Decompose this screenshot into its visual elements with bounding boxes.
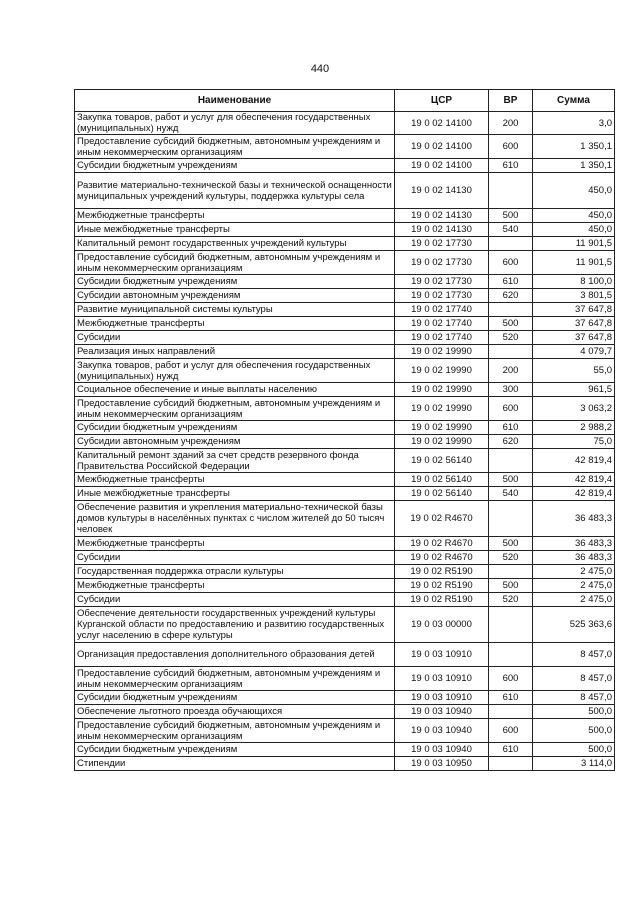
cell-name: Иные межбюджетные трансферты [75,223,395,237]
cell-sum: 36 483,3 [533,551,615,565]
cell-vr: 620 [489,289,533,303]
table-row [75,705,615,719]
cell-vr: 600 [489,251,533,275]
cell-name: Капитальный ремонт зданий за счет средств резервного фонда Правительства Российской Федерации [75,449,395,473]
table-row [75,275,615,289]
cell-code: 19 0 02 14130 [395,223,489,237]
cell-sum: 3 114,0 [533,757,615,771]
table-row [75,487,615,501]
cell-sum: 55,0 [533,359,615,383]
cell-code: 19 0 02 17730 [395,289,489,303]
cell-vr: 300 [489,383,533,397]
cell-name: Субсидии бюджетным учреждениям [75,691,395,705]
cell-vr: 520 [489,331,533,345]
table-row [75,383,615,397]
cell-sum: 42 819,4 [533,449,615,473]
cell-vr: 500 [489,537,533,551]
cell-vr: 600 [489,135,533,159]
cell-vr: 520 [489,551,533,565]
cell-code: 19 0 02 19990 [395,397,489,421]
cell-sum: 36 483,3 [533,501,615,537]
cell-sum: 8 457,0 [533,667,615,691]
cell-sum: 450,0 [533,209,615,223]
cell-code: 19 0 02 17740 [395,331,489,345]
budget-table [74,89,615,771]
cell-vr: 610 [489,691,533,705]
cell-code: 19 0 02 R5190 [395,565,489,579]
cell-vr: 500 [489,209,533,223]
table-row [75,209,615,223]
cell-vr [489,173,533,209]
cell-vr: 610 [489,421,533,435]
cell-name: Развитие муниципальной системы культуры [75,303,395,317]
cell-sum: 3 063,2 [533,397,615,421]
cell-code: 19 0 02 R5190 [395,579,489,593]
cell-sum: 3 801,5 [533,289,615,303]
cell-sum: 8 457,0 [533,643,615,667]
cell-sum: 8 457,0 [533,691,615,705]
cell-name: Развитие материально-технической базы и технической оснащенности муниципальных учреждений культуры, поддержка культуры села [75,173,395,209]
cell-name: Субсидии автономным учреждениям [75,435,395,449]
cell-name: Межбюджетные трансферты [75,537,395,551]
table-row [75,317,615,331]
cell-code: 19 0 02 14130 [395,209,489,223]
cell-code: 19 0 03 10940 [395,743,489,757]
table-row [75,537,615,551]
cell-name: Капитальный ремонт государственных учреждений культуры [75,237,395,251]
cell-code: 19 0 02 17740 [395,303,489,317]
header-code: ЦСР [395,90,489,112]
cell-code: 19 0 02 19990 [395,435,489,449]
cell-sum: 36 483,3 [533,537,615,551]
cell-code: 19 0 03 10910 [395,643,489,667]
page-number: 440 [310,63,330,75]
table-row [75,565,615,579]
cell-sum: 500,0 [533,719,615,743]
table-row [75,135,615,159]
cell-vr [489,237,533,251]
cell-sum: 8 100,0 [533,275,615,289]
cell-name: Субсидии бюджетным учреждениям [75,743,395,757]
cell-sum: 42 819,4 [533,473,615,487]
table-row [75,251,615,275]
cell-vr: 610 [489,275,533,289]
cell-vr: 200 [489,359,533,383]
table-row [75,643,615,667]
cell-name: Предоставление субсидий бюджетным, автономным учреждениям и иным некоммерческим организациям [75,397,395,421]
table-row [75,743,615,757]
cell-sum: 961,5 [533,383,615,397]
cell-name: Субсидии [75,593,395,607]
cell-sum: 450,0 [533,223,615,237]
cell-vr [489,303,533,317]
cell-sum: 3,0 [533,112,615,135]
cell-vr [489,757,533,771]
table-row [75,719,615,743]
cell-vr: 500 [489,317,533,331]
cell-name: Закупка товаров, работ и услуг для обеспечения государственных (муниципальных) нужд [75,359,395,383]
cell-name: Социальное обеспечение и иные выплаты населению [75,383,395,397]
cell-sum: 450,0 [533,173,615,209]
cell-sum: 525 363,6 [533,607,615,643]
cell-name: Субсидии автономным учреждениям [75,289,395,303]
cell-name: Обеспечение льготного проезда обучающихся [75,705,395,719]
header-vr: ВР [489,90,533,112]
cell-sum: 500,0 [533,705,615,719]
cell-vr: 200 [489,112,533,135]
table-row [75,223,615,237]
cell-vr: 500 [489,473,533,487]
cell-sum: 75,0 [533,435,615,449]
cell-sum: 37 647,8 [533,331,615,345]
cell-vr [489,345,533,359]
cell-name: Предоставление субсидий бюджетным, автономным учреждениям и иным некоммерческим организациям [75,251,395,275]
cell-name: Предоставление субсидий бюджетным, автономным учреждениям и иным некоммерческим организациям [75,667,395,691]
cell-name: Реализация иных направлений [75,345,395,359]
cell-vr [489,565,533,579]
cell-vr [489,643,533,667]
cell-name: Субсидии [75,331,395,345]
cell-vr: 520 [489,593,533,607]
cell-code: 19 0 02 17730 [395,237,489,251]
table-row [75,449,615,473]
cell-vr [489,705,533,719]
header-sum: Сумма [533,90,615,112]
cell-sum: 4 079,7 [533,345,615,359]
cell-name: Стипендии [75,757,395,771]
cell-code: 19 0 02 19990 [395,359,489,383]
cell-vr: 600 [489,667,533,691]
cell-sum: 37 647,8 [533,303,615,317]
table-row [75,435,615,449]
cell-code: 19 0 02 56140 [395,473,489,487]
cell-vr: 610 [489,743,533,757]
cell-name: Предоставление субсидий бюджетным, автономным учреждениям и иным некоммерческим организациям [75,135,395,159]
cell-name: Предоставление субсидий бюджетным, автономным учреждениям и иным некоммерческим организациям [75,719,395,743]
cell-sum: 2 475,0 [533,565,615,579]
cell-code: 19 0 02 R4670 [395,551,489,565]
table-row [75,345,615,359]
cell-sum: 1 350,1 [533,159,615,173]
cell-code: 19 0 02 56140 [395,487,489,501]
cell-code: 19 0 03 10910 [395,691,489,705]
cell-name: Закупка товаров, работ и услуг для обеспечения государственных (муниципальных) нужд [75,112,395,135]
cell-vr: 600 [489,397,533,421]
cell-code: 19 0 03 10950 [395,757,489,771]
cell-vr: 540 [489,223,533,237]
table-row [75,331,615,345]
table-row [75,112,615,135]
cell-name: Государственная поддержка отрасли культуры [75,565,395,579]
cell-vr [489,501,533,537]
cell-sum: 2 988,2 [533,421,615,435]
table-row [75,757,615,771]
cell-vr [489,607,533,643]
cell-name: Субсидии [75,551,395,565]
cell-sum: 1 350,1 [533,135,615,159]
cell-name: Организация предоставления дополнительного образования детей [75,643,395,667]
table-row [75,173,615,209]
table-row [75,359,615,383]
cell-vr: 620 [489,435,533,449]
table-row [75,159,615,173]
cell-code: 19 0 02 17740 [395,317,489,331]
cell-vr: 540 [489,487,533,501]
cell-sum: 11 901,5 [533,237,615,251]
cell-name: Обеспечение деятельности государственных учреждений культуры Курганской области по предоставлению и развитию государственных услуг населению в сфере культуры [75,607,395,643]
cell-code: 19 0 02 19990 [395,345,489,359]
table-row [75,421,615,435]
table-row [75,607,615,643]
cell-code: 19 0 03 10940 [395,719,489,743]
cell-sum: 2 475,0 [533,593,615,607]
header-name: Наименование [75,90,395,112]
cell-sum: 42 819,4 [533,487,615,501]
table-row [75,397,615,421]
cell-sum: 37 647,8 [533,317,615,331]
cell-code: 19 0 02 R5190 [395,593,489,607]
cell-name: Межбюджетные трансферты [75,579,395,593]
cell-name: Иные межбюджетные трансферты [75,487,395,501]
cell-vr [489,449,533,473]
table-row [75,579,615,593]
cell-sum: 2 475,0 [533,579,615,593]
cell-name: Субсидии бюджетным учреждениям [75,421,395,435]
cell-code: 19 0 02 R4670 [395,537,489,551]
table-row [75,667,615,691]
cell-code: 19 0 02 19990 [395,421,489,435]
table-body [75,112,615,771]
cell-code: 19 0 02 14100 [395,159,489,173]
cell-name: Межбюджетные трансферты [75,209,395,223]
cell-code: 19 0 02 17730 [395,251,489,275]
cell-name: Межбюджетные трансферты [75,317,395,331]
cell-code: 19 0 02 14100 [395,135,489,159]
cell-vr: 500 [489,579,533,593]
cell-name: Межбюджетные трансферты [75,473,395,487]
table-row [75,473,615,487]
cell-code: 19 0 03 10910 [395,667,489,691]
table-row [75,593,615,607]
cell-code: 19 0 02 56140 [395,449,489,473]
cell-code: 19 0 03 00000 [395,607,489,643]
table-row [75,501,615,537]
cell-name: Субсидии бюджетным учреждениям [75,275,395,289]
cell-sum: 500,0 [533,743,615,757]
cell-vr: 610 [489,159,533,173]
table-row [75,303,615,317]
cell-code: 19 0 02 R4670 [395,501,489,537]
cell-name: Обеспечение развития и укрепления материально-технической базы домов культуры в населённых пунктах с числом жителей до 50 тысяч человек [75,501,395,537]
table-row [75,691,615,705]
cell-code: 19 0 02 17730 [395,275,489,289]
cell-vr: 600 [489,719,533,743]
cell-code: 19 0 02 14130 [395,173,489,209]
table-header-row [75,90,615,112]
cell-sum: 11 901,5 [533,251,615,275]
table-row [75,289,615,303]
table-row [75,551,615,565]
cell-code: 19 0 02 19990 [395,383,489,397]
cell-name: Субсидии бюджетным учреждениям [75,159,395,173]
cell-code: 19 0 02 14100 [395,112,489,135]
cell-code: 19 0 03 10940 [395,705,489,719]
table-row [75,237,615,251]
